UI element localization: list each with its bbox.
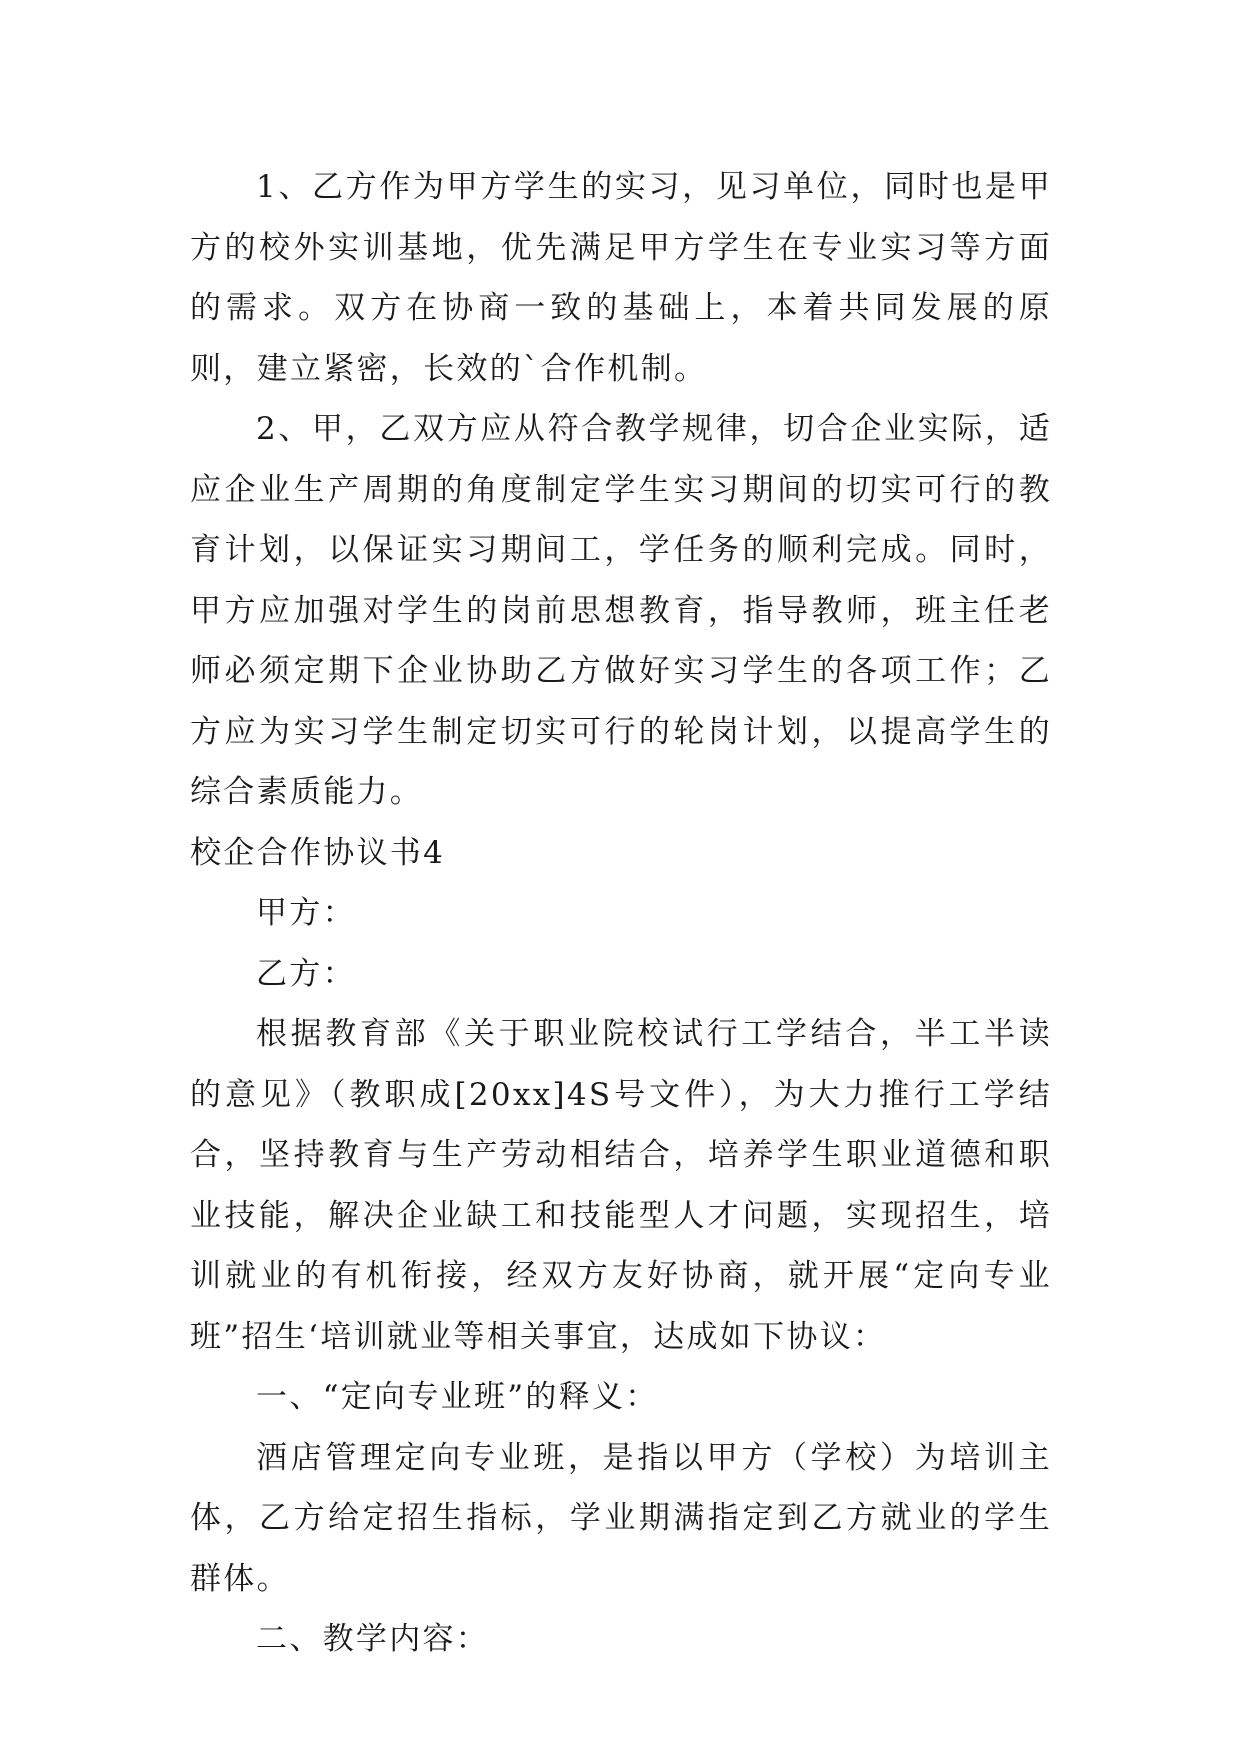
party-b-line: 乙方： [256,955,356,992]
heading-definition: 一、“定向专业班”的释义： [256,1379,659,1415]
paragraph-preamble: 根据教育部《关于职业院校试行工学结合，半工半读的意见》（教职成[20xx]4S号文件），为大力推行工学结合，坚持教育与生产劳动相结合，培养学生职业道德和职业技能，解决企业缺工和技能型人才问题，实现招生，培训就业的有机衔接，经双方友好协商，就开展“定向专业班”招生‘培训就业等相关事宜，达成如下协议： [190,1016,1052,1355]
section-title: 校企合作协议书4 [190,834,446,871]
heading-teaching-content: 二、教学内容： [256,1621,490,1657]
paragraph-definition: 酒店管理定向专业班，是指以甲方（学校）为培训主体，乙方给定招生指标，学业期满指定到乙方就业的学生群体。 [190,1439,1052,1597]
document-body [190,157,1052,1670]
paragraph-clause-1: 1、乙方作为甲方学生的实习，见习单位，同时也是甲方的校外实训基地，优先满足甲方学生在专业实习等方面的需求。双方在协商一致的基础上，本着共同发展的原则，建立紧密，长效的`合作机制。 [190,169,1052,387]
paragraph-clause-2: 2、甲，乙双方应从符合教学规律，切合企业实际，适应企业生产周期的角度制定学生实习期间的切实可行的教育计划，以保证实习期间工，学任务的顺利完成。同时，甲方应加强对学生的岗前思想教育，指导教师，班主任老师必须定期下企业协助乙方做好实习学生的各项工作；乙方应为实习学生制定切实可行的轮岗计划，以提高学生的综合素质能力。 [190,411,1052,810]
party-a-line: 甲方： [256,895,356,931]
